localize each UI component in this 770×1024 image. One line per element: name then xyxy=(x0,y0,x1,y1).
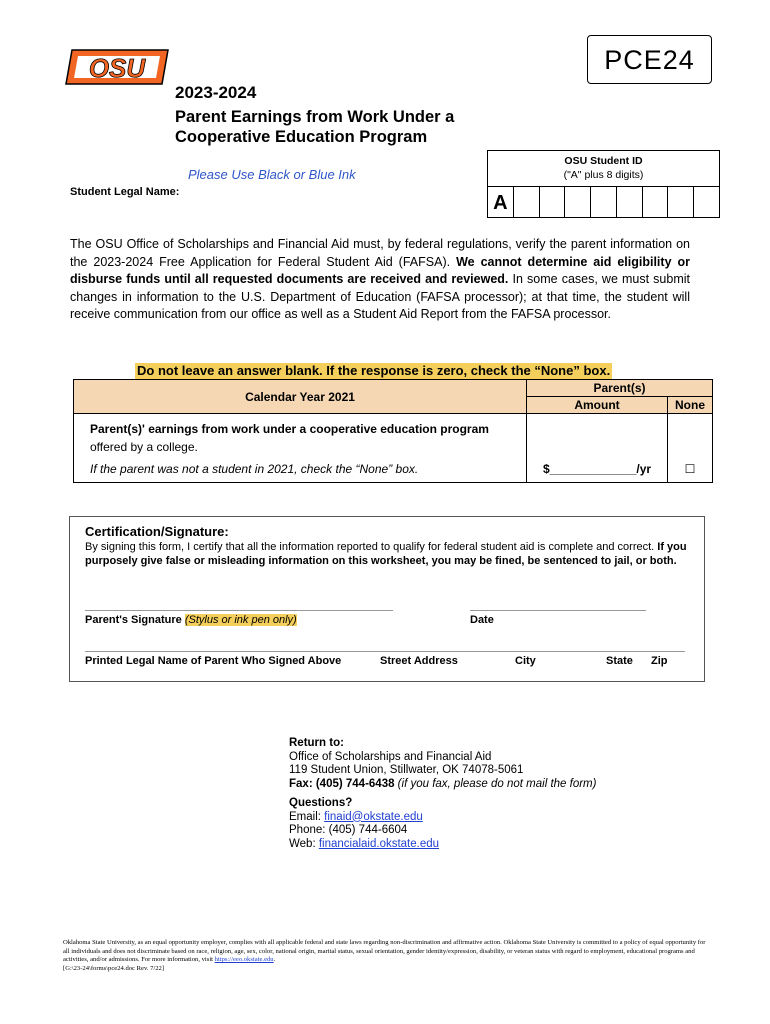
footer-disclaimer: Oklahoma State University, as an equal opportunity employer, complies with all applicable federal and state laws regarding non-discrimination and affirmative action. Oklahoma State University is committed to a policy of equal opportunity for all individuals and does not discriminate based on race, religion, age, sex, color, national origin, marital status, sexual orientation, gender identity/expression, disability, or veteran status with regard to employment, educational programs and activities, and/or admissions. For more information, visit https://eeo.okstate.edu. [G:\23-24\forms\pce24.doc Rev. 7/22] xyxy=(63,939,706,972)
footer-text: Oklahoma State University, as an equal opportunity employer, complies with all applicable federal and state laws regarding non-discrimination and affirmative action. Oklahoma State University is committed to a policy of equal opportunity for all individuals and does not discriminate based on race, religion, age, sex, color, national origin, marital status, sexual orientation, gender identity/expression, disability, or veteran status with regard to employment, educational programs and activities, and/or admissions. For more information, visit xyxy=(63,939,706,963)
earnings-table xyxy=(73,379,713,483)
question-bold: Parent(s)' earnings from work under a cooperative education program xyxy=(90,422,489,436)
logo-text: OSU xyxy=(88,53,146,83)
student-id-subtitle: ("A" plus 8 digits) xyxy=(563,169,644,181)
phone-number: Phone: (405) 744-6604 xyxy=(289,824,408,836)
student-id-header xyxy=(488,151,719,187)
fax-note: (if you fax, please do not mail the form) xyxy=(394,777,597,790)
signature-label xyxy=(85,614,297,626)
date-label: Date xyxy=(470,614,494,626)
student-id-digit[interactable] xyxy=(667,187,693,217)
none-header: None xyxy=(668,397,713,414)
parents-header: Parent(s) xyxy=(527,380,713,397)
sig-label-text: Parent's Signature xyxy=(85,614,182,626)
certification-title: Certification/Signature: xyxy=(85,524,229,539)
certification-text xyxy=(85,541,690,568)
printed-name-label: Printed Legal Name of Parent Who Signed Above xyxy=(85,655,342,667)
questions-title: Questions? xyxy=(289,797,353,809)
form-code: PCE24 xyxy=(587,35,712,84)
web-label: Web: xyxy=(289,837,319,850)
email-label: Email: xyxy=(289,810,325,823)
student-id-digit[interactable] xyxy=(513,187,539,217)
question-cell xyxy=(74,414,527,483)
web-link[interactable]: financialaid.okstate.edu xyxy=(318,837,440,850)
return-title: Return to: xyxy=(289,737,344,749)
cert-statement: By signing this form, I certify that all the information reported to qualify for federal student aid is complete and correct. xyxy=(85,541,658,553)
city-label: City xyxy=(515,655,536,667)
amount-field[interactable]: $_____________/yr xyxy=(527,414,668,483)
fax-number: Fax: (405) 744-6438 xyxy=(289,777,395,790)
ink-note: Please Use Black or Blue Ink xyxy=(188,167,356,182)
intro-bold-text: We cannot determine aid eligibility or disburse funds until all requested documents are received and reviewed. xyxy=(70,254,691,286)
student-name-label: Student Legal Name: xyxy=(70,186,180,198)
address-line[interactable] xyxy=(85,651,685,652)
signature-line[interactable] xyxy=(85,610,393,611)
warning-banner: Do not leave an answer blank. If the response is zero, check the “None” box. xyxy=(137,363,611,378)
student-id-prefix: A xyxy=(493,192,508,214)
intro-text-end: In some cases, we must submit changes in information to the U.S. Department of Education (FAFSA processor); at that time, the student will receive communication from our office as well as a Student Aid Report from the FAFSA processor. xyxy=(70,272,690,321)
student-id-digit[interactable] xyxy=(539,187,565,217)
title-line-2: Cooperative Education Program xyxy=(175,128,428,146)
year-range: 2023-2024 xyxy=(175,83,257,102)
return-info xyxy=(289,737,596,851)
title-line-1: Parent Earnings from Work Under a xyxy=(175,108,455,126)
student-id-digit[interactable] xyxy=(616,187,642,217)
footer-ref: [G:\23-24\forms\pce24.doc Rev. 7/22] xyxy=(63,964,165,972)
student-id-digit[interactable] xyxy=(590,187,616,217)
question-rest: offered by a college. xyxy=(90,440,198,454)
amount-header: Amount xyxy=(527,397,668,414)
cert-warning: If you purposely give false or misleading information on this worksheet, you may be fined, be sentenced to jail, or both. xyxy=(85,541,687,567)
street-label: Street Address xyxy=(380,655,458,667)
form-title xyxy=(175,107,454,147)
intro-text: The OSU Office of Scholarships and Financial Aid must, by federal regulations, verify the parent information on the 2023-2024 Free Application for Federal Student Aid (FAFSA). xyxy=(70,237,690,269)
calendar-year-header: Calendar Year 2021 xyxy=(74,380,527,414)
student-id-cells xyxy=(488,187,719,217)
intro-paragraph xyxy=(70,236,690,324)
student-id-box xyxy=(487,150,720,218)
sig-note: (Stylus or ink pen only) xyxy=(184,614,297,626)
student-id-digit[interactable] xyxy=(693,187,719,217)
none-checkbox[interactable]: ☐ xyxy=(668,414,713,483)
state-label: State xyxy=(606,655,633,667)
zip-label: Zip xyxy=(651,655,668,667)
student-id-digit[interactable] xyxy=(642,187,668,217)
office-address: 119 Student Union, Stillwater, OK 74078-5061 xyxy=(289,764,524,776)
question-note: If the parent was not a student in 2021, check the “None” box. xyxy=(90,462,419,476)
student-id-title: OSU Student ID xyxy=(564,155,643,167)
office-name: Office of Scholarships and Financial Aid xyxy=(289,750,492,763)
email-link[interactable]: finaid@okstate.edu xyxy=(324,810,423,823)
date-line[interactable] xyxy=(470,610,646,611)
eeo-link[interactable]: https://eeo.okstate.edu xyxy=(214,956,274,963)
osu-logo xyxy=(64,44,174,90)
student-id-digit[interactable] xyxy=(564,187,590,217)
